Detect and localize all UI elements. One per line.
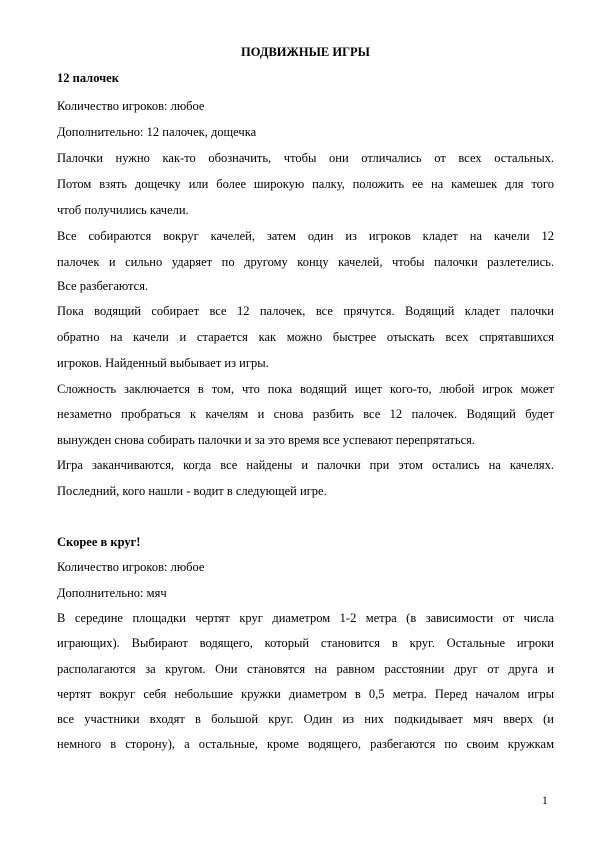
game-2-line: играющих). Выбирают водящего, который становится в круг. Остальные игроки <box>57 636 554 650</box>
game-1-extra: Дополнительно: 12 палочек, дощечка <box>57 125 257 139</box>
game-1-line: Палочки нужно как-то обозначить, чтобы они отличались от всех остальных. <box>57 151 554 165</box>
page-number: 1 <box>542 795 548 807</box>
game-2-line: чертят вокруг себя небольшие кружки диаметром в 0,5 метра. Перед началом игры <box>57 687 554 701</box>
game-1-line: палочек и сильно ударяет по другому концу качелей, чтобы палочки разлетелись. <box>57 255 554 269</box>
game-2-line: В середине площадки чертят круг диаметром 1-2 метра (в зависимости от числа <box>57 611 554 625</box>
game-1-line: вынужден снова собирать палочки и за это время все успевают перепрятаться. <box>57 433 476 447</box>
game-1-line: Последний, кого нашли - водит в следующей игре. <box>57 484 327 498</box>
game-1-line: незаметно пробраться к качелям и снова разбить все 12 палочек. Водящий будет <box>57 407 554 421</box>
game-1-line: Сложность заключается в том, что пока водящий ищет кого-то, любой игрок может <box>57 382 554 396</box>
game-1-line: Потом взять дощечку или более широкую палку, положить ее на камешек для того <box>57 177 554 191</box>
game-1-line: игроков. Найденный выбывает из игры. <box>57 356 269 370</box>
game-2-line: немного в сторону), а остальные, кроме водящего, разбегаются по своим кружкам <box>57 737 554 751</box>
game-2-players: Количество игроков: любое <box>57 560 205 574</box>
game-2-title: Скорее в круг! <box>57 535 141 549</box>
game-1-line: Все собираются вокруг качелей, затем один из игроков кладет на качели 12 <box>57 229 554 243</box>
game-1-line: Игра заканчиваются, когда все найдены и палочки при этом остались на качелях. <box>57 458 554 472</box>
document-title: ПОДВИЖНЫЕ ИГРЫ <box>241 45 370 59</box>
game-1-players: Количество игроков: любое <box>57 99 205 113</box>
game-1-line: обратно на качели и старается как можно быстрее отыскать всех спрятавшихся <box>57 330 554 344</box>
game-1-line: Все разбегаются. <box>57 279 149 293</box>
game-2-line: располагаются за кругом. Они становятся на равном расстоянии друг от друга и <box>57 662 554 676</box>
game-2-line: все участники входят в большой круг. Один из них подкидывает мяч вверх (и <box>57 712 554 726</box>
game-1-title: 12 палочек <box>57 71 119 85</box>
game-1-line: Пока водящий собирает все 12 палочек, все прячутся. Водящий кладет палочки <box>57 304 554 318</box>
game-2-extra: Дополнительно: мяч <box>57 586 167 600</box>
game-1-line: чтоб получились качели. <box>57 203 189 217</box>
